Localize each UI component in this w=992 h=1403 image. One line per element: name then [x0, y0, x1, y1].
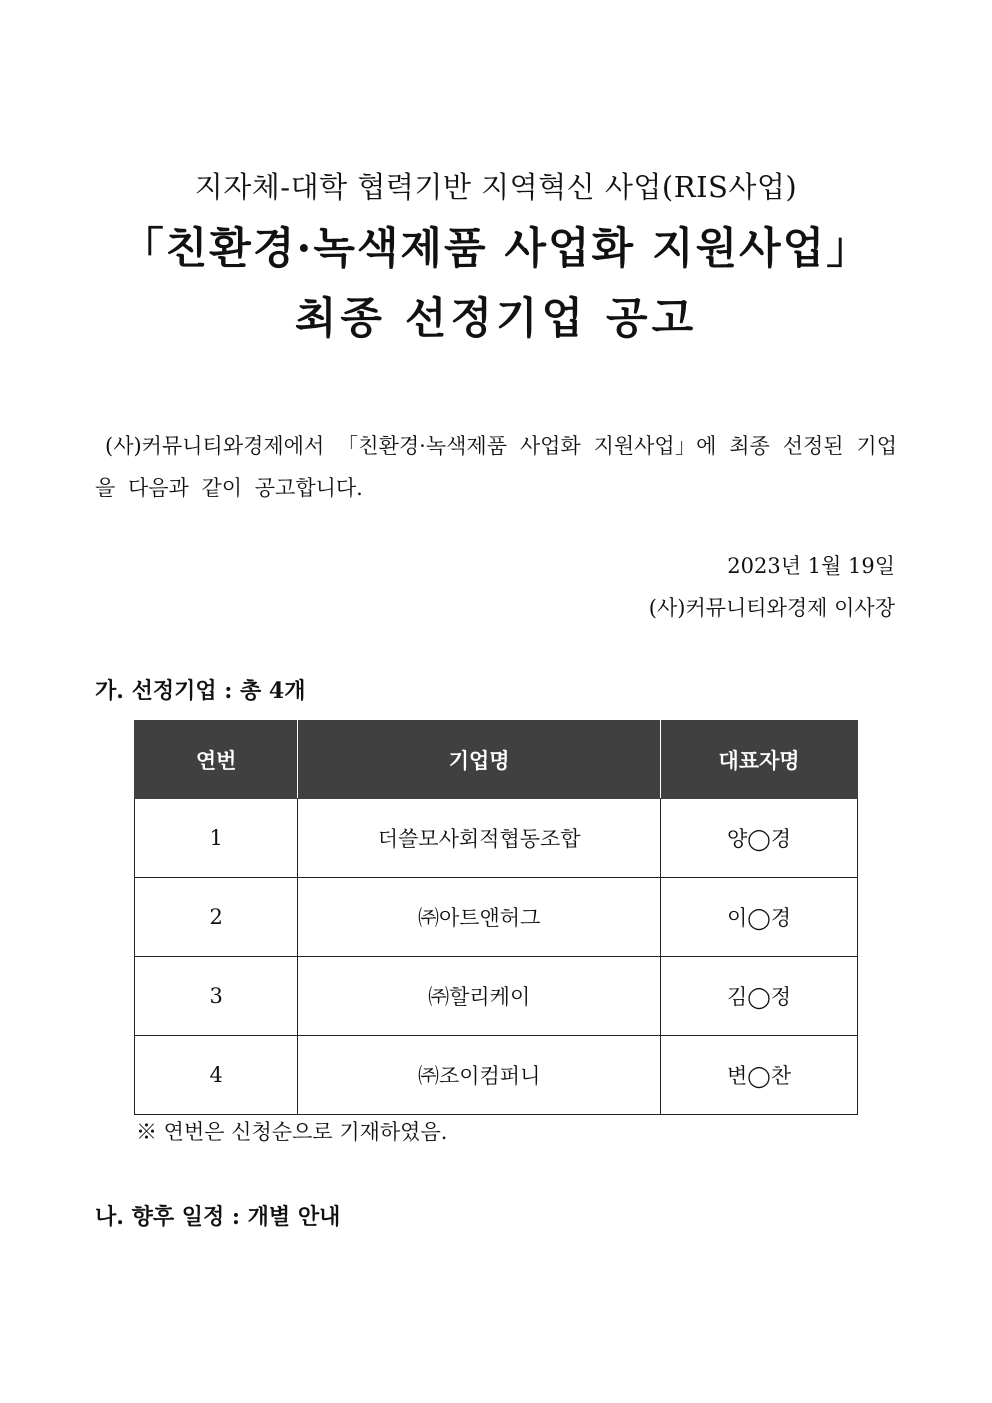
cell-representative: 이◯경 [661, 878, 858, 957]
cell-company: 더쓸모사회적협동조합 [298, 799, 661, 878]
cell-number: 3 [135, 957, 298, 1036]
document-title: 「친환경·녹색제품 사업화 지원사업」 [120, 224, 872, 274]
table-row [135, 799, 858, 878]
document-title-line2: 최종 선정기업 공고 [294, 294, 698, 344]
column-header-number: 연번 [135, 721, 298, 799]
table-row [135, 1036, 858, 1115]
section-schedule-heading: 나. 향후 일정 : 개별 안내 [95, 1204, 341, 1230]
selected-companies-table [134, 720, 858, 1115]
table-footnote: ※ 연번은 신청순으로 기재하였음. [136, 1120, 448, 1144]
cell-number: 1 [135, 799, 298, 878]
table-row [135, 957, 858, 1036]
document-subtitle: 지자체-대학 협력기반 지역혁신 사업(RIS사업) [194, 170, 798, 204]
cell-company: ㈜할리케이 [298, 957, 661, 1036]
cell-representative: 양◯경 [661, 799, 858, 878]
section-selected-companies-heading: 가. 선정기업 : 총 4개 [95, 678, 306, 704]
cell-representative: 변◯찬 [661, 1036, 858, 1115]
table-header-row [135, 721, 858, 799]
column-header-company: 기업명 [298, 721, 661, 799]
cell-number: 4 [135, 1036, 298, 1115]
announcement-date: 2023년 1월 19일 [727, 554, 895, 578]
announcement-signer: (사)커뮤니티와경제 이사장 [648, 596, 895, 620]
cell-company: ㈜조이컴퍼니 [298, 1036, 661, 1115]
intro-paragraph: (사)커뮤니티와경제에서 「친환경·녹색제품 사업화 지원사업」에 최종 선정된 기업을 다음과 같이 공고합니다. [95, 434, 897, 500]
cell-company: ㈜아트앤허그 [298, 878, 661, 957]
column-header-representative: 대표자명 [661, 721, 858, 799]
cell-number: 2 [135, 878, 298, 957]
table-row [135, 878, 858, 957]
cell-representative: 김◯정 [661, 957, 858, 1036]
